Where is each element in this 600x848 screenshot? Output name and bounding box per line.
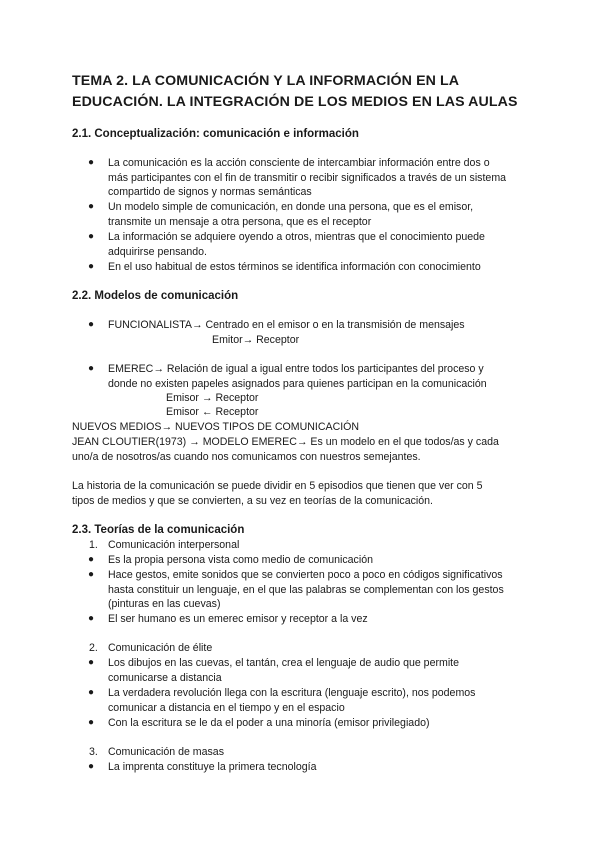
bullet-text: EMEREC→ Relación de igual a igual entre todos los participantes del proceso y: [108, 363, 484, 375]
paragraph: tipos de medios y que se convierten, a su vez en teorías de la comunicación.: [72, 495, 433, 507]
title-line: EDUCACIÓN. LA INTEGRACIÓN DE LOS MEDIOS EN LAS AULAS: [72, 93, 518, 110]
paragraph: JEAN CLOUTIER(1973) → MODELO EMEREC→ Es un modelo en el que todos/as y cada: [72, 436, 499, 448]
page-title: [72, 71, 542, 112]
list-number: 1.: [89, 539, 98, 551]
bullet-text: más participantes con el fin de transmitir o recibir significados a través de un sistema: [108, 172, 507, 184]
title-line: TEMA 2. LA COMUNICACIÓN Y LA INFORMACIÓN EN LA: [72, 73, 460, 89]
model-flow: Emisor ← Receptor: [166, 406, 259, 418]
list-number: 3.: [89, 746, 98, 758]
bullet-text: En el uso habitual de estos términos se identifica información con conocimiento: [108, 261, 481, 273]
bullet-text: compartido de signos y normas semánticas: [108, 186, 312, 198]
bullet-glyph: ●: [88, 231, 95, 242]
bullet-text: comunicarse a distancia: [108, 672, 222, 684]
bullet-text: transmite un mensaje a otra persona, que es el receptor: [108, 216, 372, 228]
numbered-item: Comunicación de masas: [108, 746, 224, 758]
paragraph: La historia de la comunicación se puede dividir en 5 episodios que tienen que ver con 5: [72, 480, 483, 492]
model-flow: Emisor → Receptor: [166, 392, 259, 404]
bullet-glyph: ●: [88, 157, 95, 168]
bullet-text: comunicar a distancia en el tiempo y en el espacio: [108, 702, 345, 714]
bullet-text: hasta constituir un lenguaje, en el que las palabras se complementan con los gestos: [108, 584, 504, 596]
bullet-text: La comunicación es la acción consciente de intercambiar información entre dos o: [108, 157, 490, 169]
bullet-glyph: ●: [88, 761, 95, 772]
section-heading-2-3: 2.3. Teorías de la comunicación: [72, 524, 245, 536]
bullet-glyph: ●: [88, 554, 95, 565]
paragraph: NUEVOS MEDIOS→ NUEVOS TIPOS DE COMUNICACIÓN: [72, 421, 360, 433]
bullet-text: La imprenta constituye la primera tecnología: [108, 761, 317, 773]
paragraph: uno/a de nosotros/as cuando nos comunicamos con nuestros semejantes.: [72, 451, 421, 463]
bullet-glyph: ●: [88, 687, 95, 698]
bullet-text: Los dibujos en las cuevas, el tantán, crea el lenguaje de audio que permite: [108, 657, 460, 669]
bullet-glyph: ●: [88, 201, 95, 212]
bullet-text: Con la escritura se le da el poder a una minoría (emisor privilegiado): [108, 717, 430, 729]
bullet-text: Es la propia persona vista como medio de comunicación: [108, 554, 373, 566]
bullet-glyph: ●: [88, 657, 95, 668]
bullet-text: Un modelo simple de comunicación, en donde una persona, que es el emisor,: [108, 201, 474, 213]
bullet-text: FUNCIONALISTA→ Centrado en el emisor o en la transmisión de mensajes: [108, 319, 465, 331]
bullet-glyph: ●: [88, 613, 95, 624]
bullet-text: La información se adquiere oyendo a otros, mientras que el conocimiento puede: [108, 231, 485, 243]
bullet-glyph: ●: [88, 319, 95, 330]
bullet-text: (pinturas en las cuevas): [108, 598, 221, 610]
numbered-item: Comunicación interpersonal: [108, 539, 240, 551]
bullet-glyph: ●: [88, 363, 95, 374]
bullet-text: Hace gestos, emite sonidos que se convierten poco a poco en códigos significativos: [108, 569, 503, 581]
bullet-text: adquirirse pensando.: [108, 246, 207, 258]
section-heading-2-2: 2.2. Modelos de comunicación: [72, 290, 239, 302]
bullet-glyph: ●: [88, 569, 95, 580]
list-number: 2.: [89, 642, 98, 654]
section-heading-2-1: 2.1. Conceptualización: comunicación e información: [72, 128, 359, 140]
model-flow: Emitor→ Receptor: [212, 334, 300, 346]
bullet-glyph: ●: [88, 261, 95, 272]
bullet-glyph: ●: [88, 717, 95, 728]
bullet-text: El ser humano es un emerec emisor y receptor a la vez: [108, 613, 368, 625]
bullet-text: La verdadera revolución llega con la escritura (lenguaje escrito), nos podemos: [108, 687, 476, 699]
numbered-item: Comunicación de élite: [108, 642, 213, 654]
bullet-text: donde no existen papeles asignados para quienes participan en la comunicación: [108, 378, 487, 390]
